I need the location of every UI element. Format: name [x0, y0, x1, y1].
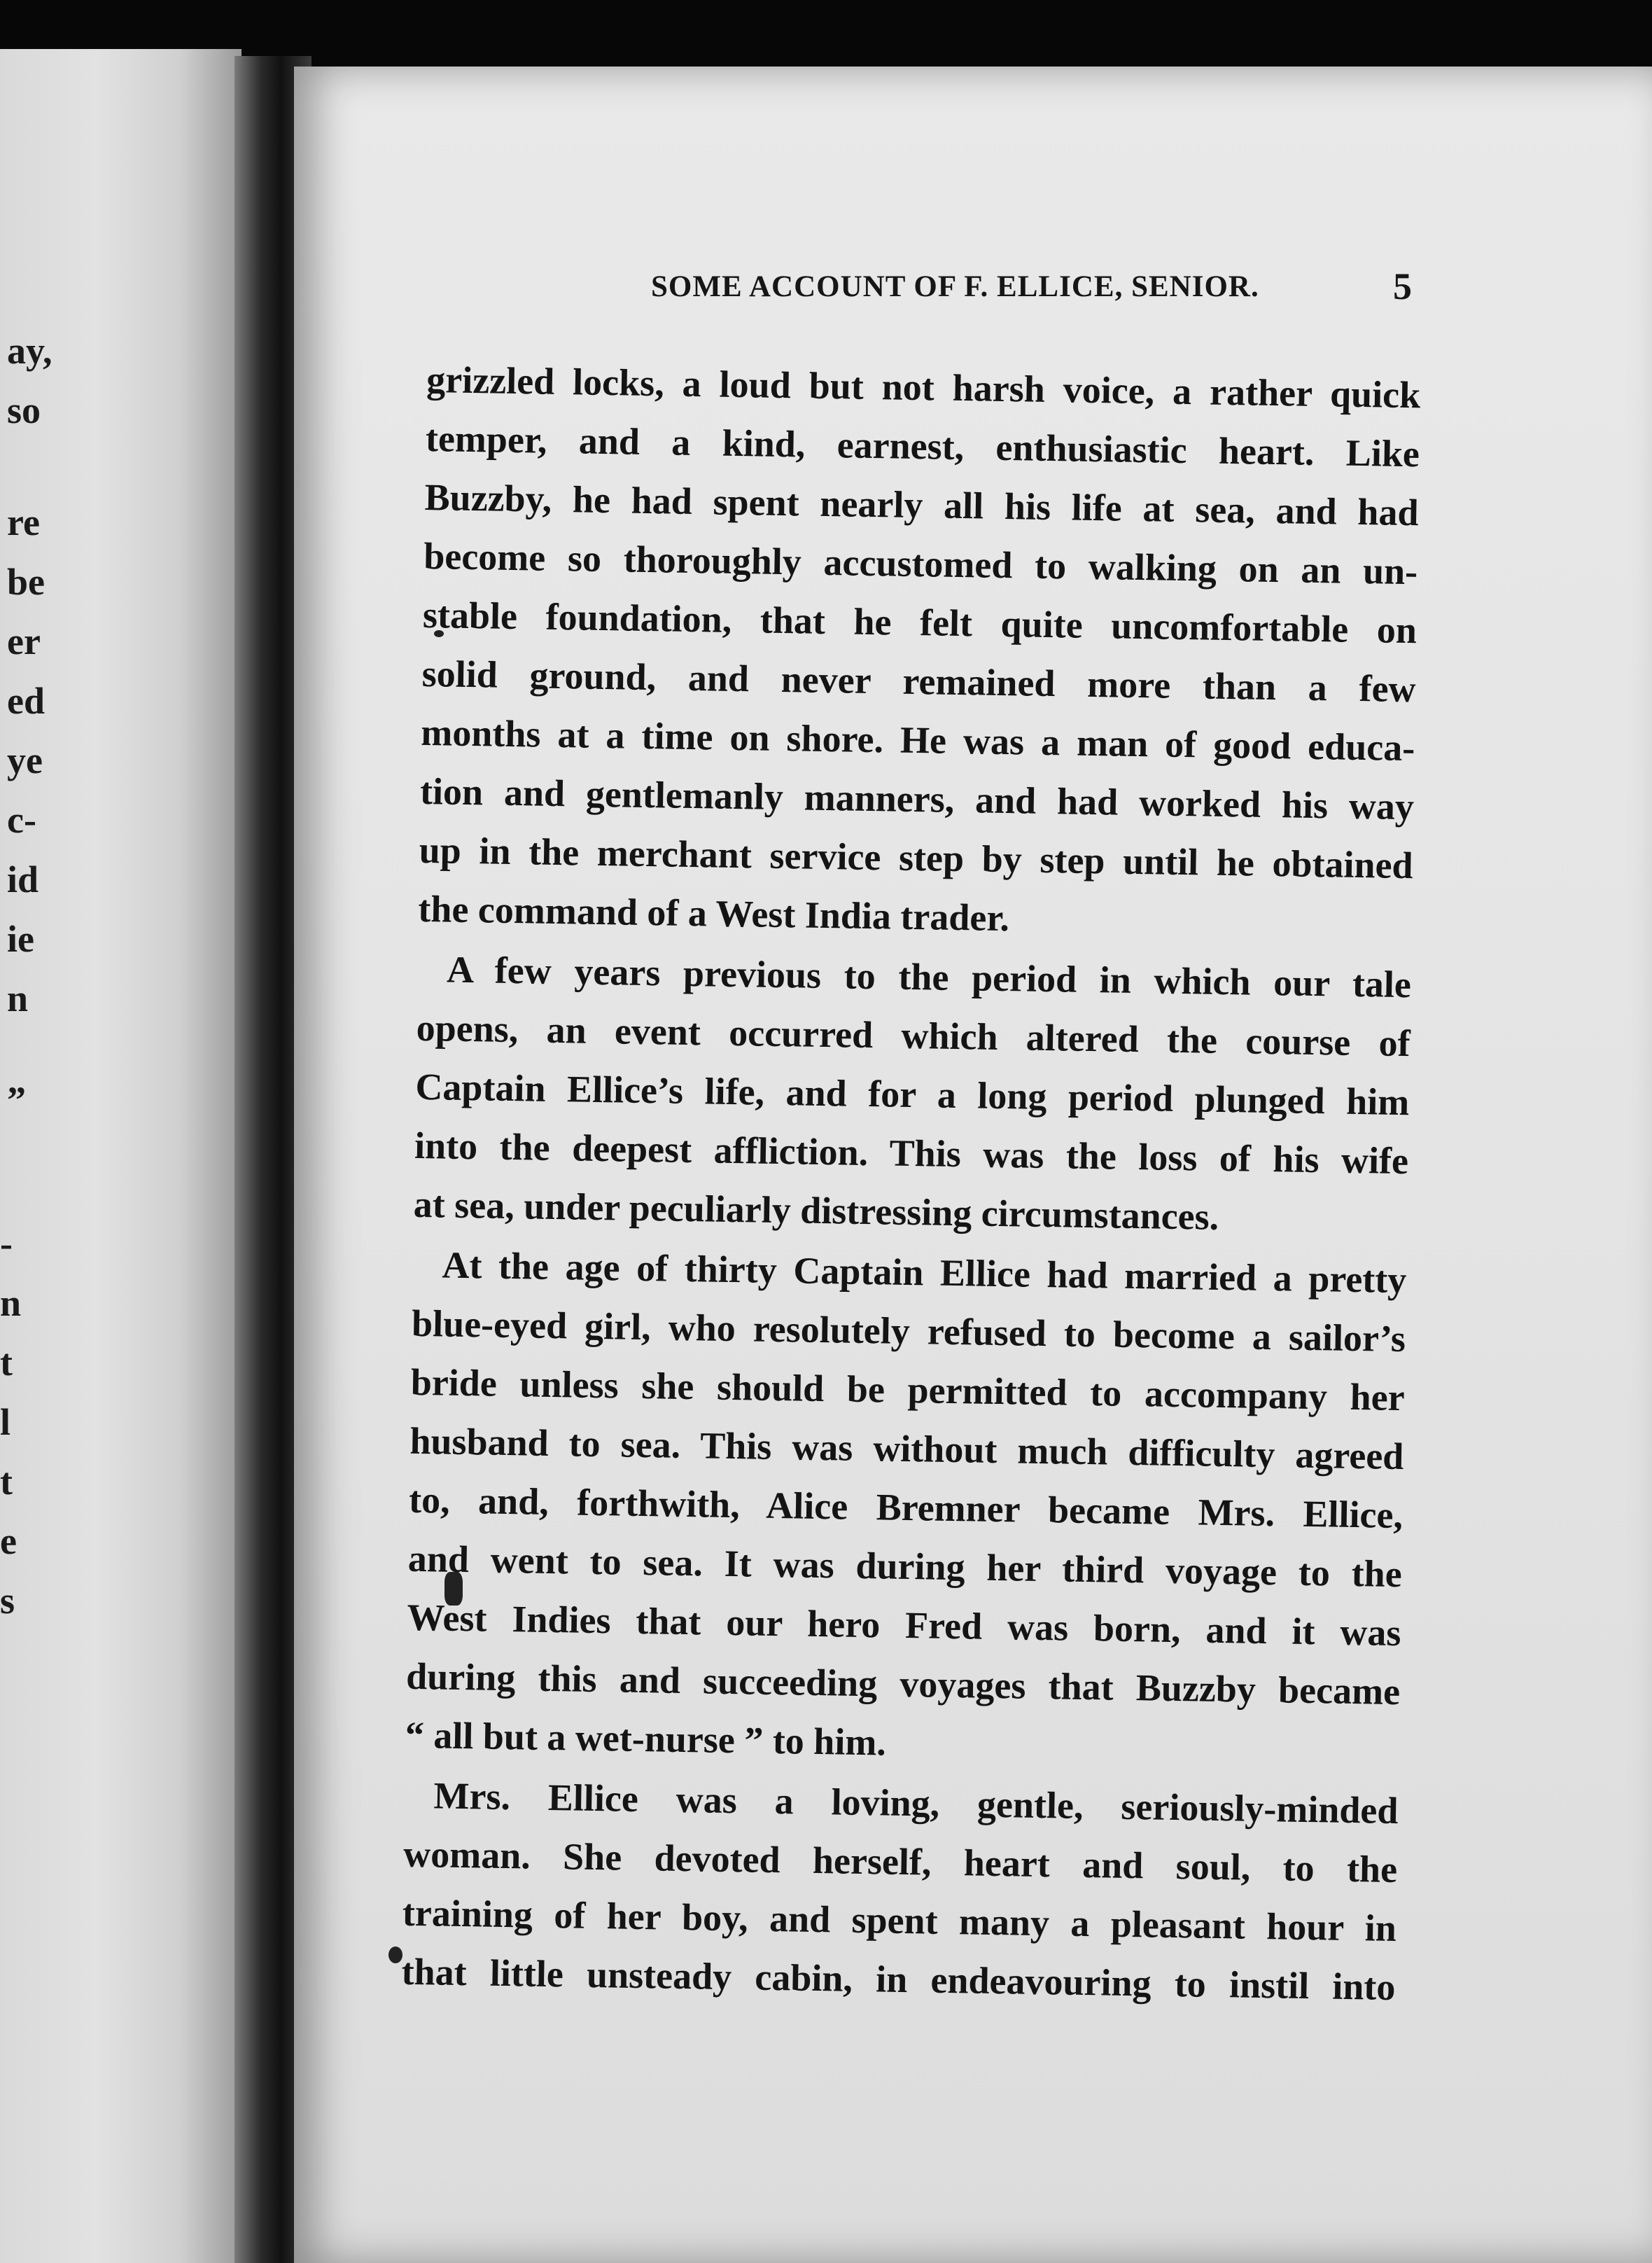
text-line: temper, and a kind, earnest, enthusiastic heart. Like [425, 417, 1420, 475]
text-line: grizzled locks, a loud but not harsh voice, a rather quick [426, 358, 1421, 417]
text-line: into the deepest affliction. This was the loss of his wife [414, 1124, 1409, 1183]
text-line: A few years previous to the period in which our tale [446, 948, 1412, 1006]
facing-page-fragment: ed [7, 680, 45, 722]
body-text [401, 350, 1421, 2017]
facing-page-fragment: ay, [7, 330, 52, 372]
facing-page-fragment: so [7, 389, 41, 431]
facing-page-fragment: s [0, 1580, 15, 1622]
facing-page-fragment: t [0, 1461, 13, 1503]
facing-page-fragment: n [7, 977, 29, 1019]
text-line: solid ground, and never remained more than a few [421, 652, 1417, 711]
facing-page-fragment: ” [7, 1079, 26, 1121]
text-line: to, and, forthwith, Alice Bremner became Mrs. Ellice, [408, 1478, 1404, 1537]
text-line: at sea, under peculiarly distressing circumstances. [413, 1183, 1219, 1238]
running-head: SOME ACCOUNT OF F. ELLICE, SENIOR. [651, 270, 1259, 303]
text-line: months at a time on shore. He was a man of good educa- [420, 711, 1415, 770]
paragraph [413, 940, 1411, 1249]
facing-page-fragment: l [0, 1401, 11, 1443]
text-line: blue-eyed girl, who resolutely refused to become a sailor’s [411, 1302, 1406, 1360]
text-line: Buzzby, he had spent nearly all his life at sea, and had [424, 475, 1419, 534]
facing-page-fragment: c- [7, 799, 36, 841]
ink-speck [388, 1947, 402, 1963]
facing-page-fragment: ye [7, 739, 43, 781]
facing-page-fragment: n [0, 1282, 22, 1324]
facing-page-fragment: er [7, 620, 41, 662]
facing-page-fragment: id [7, 858, 39, 900]
text-line: up in the merchant service step by step until he obtained [419, 828, 1414, 887]
paragraph [405, 1235, 1407, 1780]
text-line: during this and succeeding voyages that Buzzby became [405, 1655, 1401, 1713]
facing-page-fragment: e [0, 1520, 17, 1562]
text-line: that little unsteady cabin, in endeavouring to instil into [401, 1950, 1396, 2009]
text-line: “ all but a wet-nurse ” to him. [405, 1713, 887, 1764]
text-line: become so thoroughly accustomed to walking on an un- [423, 534, 1418, 593]
text-line: tion and gentlemanly manners, and had worked his way [419, 770, 1415, 828]
text-line: training of her boy, and spent many a pleasant hour in [402, 1891, 1397, 1950]
text-line: opens, an event occurred which altered the course of [416, 1006, 1411, 1065]
text-line: stable foundation, that he felt quite uncomfortable on [422, 593, 1418, 652]
facing-page-fragment: t [0, 1342, 13, 1384]
facing-page-fragment: ie [7, 918, 34, 960]
text-line: West Indies that our hero Fred was born, and it was [407, 1596, 1401, 1655]
text-line: woman. She devoted herself, heart and soul, to the [402, 1832, 1398, 1891]
text-line: husband to sea. This was without much difficulty agreed [410, 1419, 1404, 1478]
text-line: and went to sea. It was during her third voyage to the [407, 1537, 1403, 1596]
paragraph [401, 1766, 1399, 2017]
text-line: Captain Ellice’s life, and for a long period plunged him [415, 1065, 1410, 1124]
facing-page-fragment: re [7, 501, 40, 543]
text-line: the command of a West India trader. [417, 887, 1010, 940]
page-number: 5 [1393, 265, 1412, 307]
text-line: At the age of thirty Captain Ellice had married a pretty [442, 1244, 1407, 1302]
facing-page-left [0, 49, 241, 2263]
text-line: Mrs. Ellice was a loving, gentle, seriously-minded [433, 1774, 1399, 1832]
text-line: bride unless she should be permitted to accompany her [410, 1360, 1406, 1419]
facing-page-fragment: - [0, 1223, 13, 1265]
facing-page-fragment: be [7, 561, 45, 603]
paragraph [418, 350, 1421, 954]
